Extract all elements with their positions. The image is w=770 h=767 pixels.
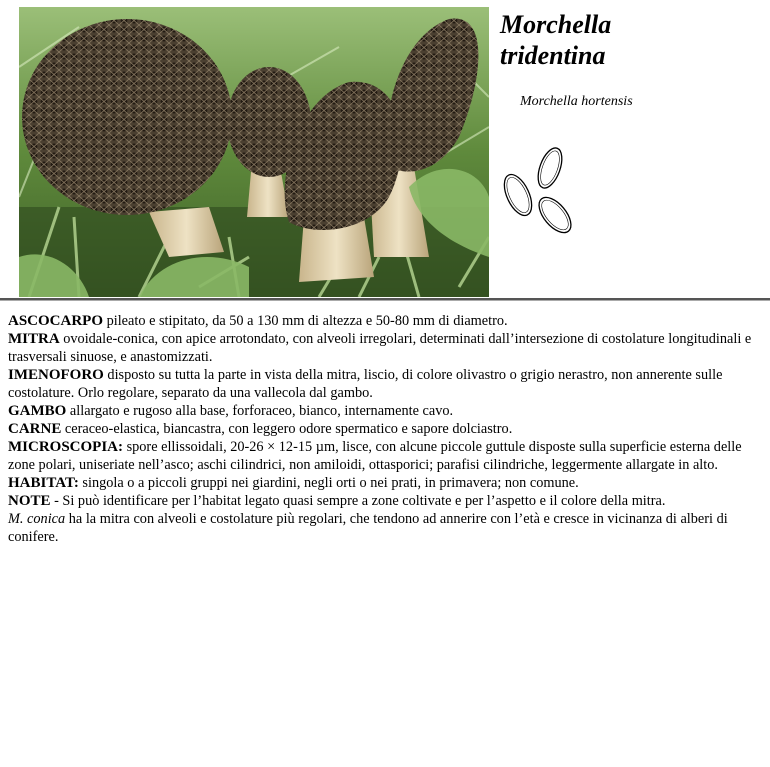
section-microscopia: MICROSCOPIA: spore ellissoidali, 20-26 × 12-15 µm, lisce, con alcune piccole guttule disposte sulla superficie esterna delle zone polari, uniseriate nell’asco; aschi cilindrici, non amiloidi, ottasporici; parafisi cilindriche, leggermente allargate in alto. <box>8 439 742 473</box>
divider <box>0 298 770 301</box>
section-gambo: GAMBO allargato e rugoso alla base, forforaceo, bianco, internamente cavo. <box>8 403 454 419</box>
section-note: NOTE - Si può identificare per l’habitat legato quasi sempre a zone coltivate e per l’aspetto e il colore della mitra. <box>8 493 666 509</box>
section-carne: CARNE ceraceo-elastica, biancastra, con leggero odore spermatico e sapore dolciastro. <box>8 421 513 437</box>
description <box>8 312 758 546</box>
note-continuation: M. conica ha la mitra con alveoli e costolature più regolari, che tendono ad annerire con l’età e cresce in vicinanza di alberi di conifere. <box>8 511 728 545</box>
species-title <box>500 9 760 71</box>
title-genus: Morchella <box>500 10 612 39</box>
section-imenoforo: IMENOFORO disposto su tutta la parte in vista della mitra, liscio, di colore olivastro o grigio nerastro, non annerente sulle costolature. Orlo regolare, separato da una vallecola dal gambo. <box>8 367 723 401</box>
synonym: Morchella hortensis <box>520 94 633 109</box>
spore-drawing <box>500 142 580 242</box>
section-ascocarpo: ASCOCARPO pileato e stipitato, da 50 a 130 mm di altezza e 50-80 mm di diametro. <box>8 313 508 329</box>
section-habitat: HABITAT: singola o a piccoli gruppi nei giardini, negli orti o nei prati, in primavera; non comune. <box>8 475 579 491</box>
title-species: tridentina <box>500 41 606 70</box>
section-mitra: MITRA ovoidale-conica, con apice arrotondato, con alveoli irregolari, determinati dall’intersezione di costolature longitudinali e trasversali sinuose, e anastomizzati. <box>8 331 752 365</box>
morel-photo <box>19 7 489 297</box>
